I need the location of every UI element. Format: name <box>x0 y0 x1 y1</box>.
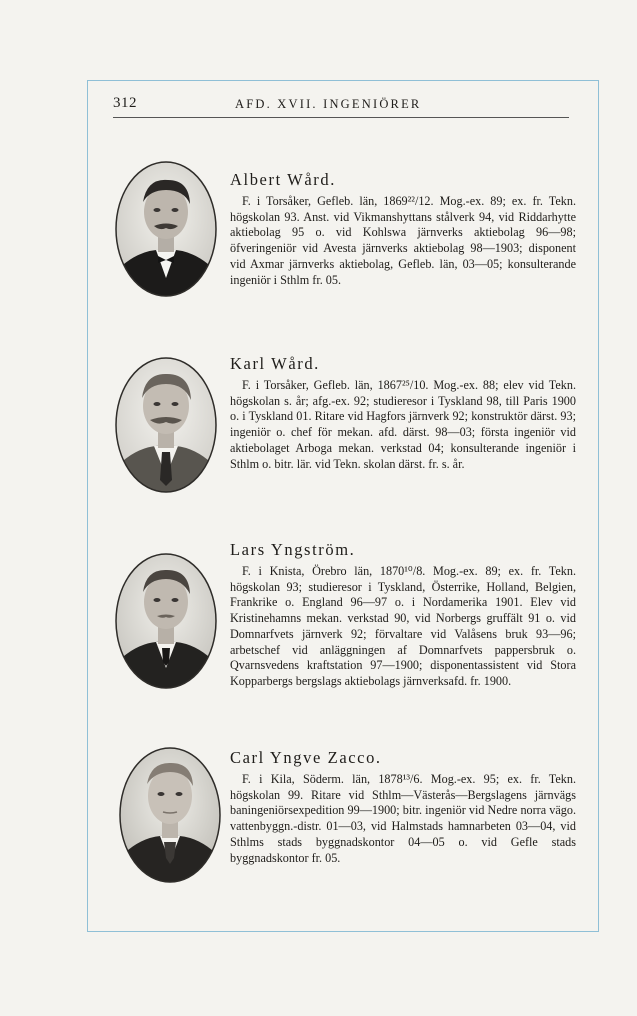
portrait-lars-yngstrom <box>114 552 218 690</box>
person-biography: F. i Torsåker, Gefleb. län, 1867²⁵/10. Mog.-ex. 88; elev vid Tekn. högskolan s. år; afg.-ex. 92; studieresor i Tyskland 98, till Paris 1900 o. i Tyskland 01. Ritare vid Hagfors järnverk 92; konstruktör därst. 93; ingeniör o. chef för mekan. afd. därst. 98—03; första ingeniör vid aktiebolaget Arboga mekan. verkstad 04; konsulterande ingeniör i Sthlm o. bitr. lär. vid Tekn. skolan därst. fr. s. år. <box>230 378 576 471</box>
person-name: Carl Yngve Zacco. <box>230 748 382 767</box>
portrait-photo-icon <box>114 160 218 298</box>
person-biography: F. i Torsåker, Gefleb. län, 1869²²/12. Mog.-ex. 89; ex. fr. Tekn. högskolan 93. Anst. vid Vikmanshyttans stålverk 94, vid Riddarhytte aktiebolag 95 o. vid Kohlswa järnverks aktiebolag 96—98; öfveringeniör vid Avesta järnverks aktiebolag 98—1903; disponent vid Axmar järnverks aktiebolag, Gefleb. län, 03—05; konsulterande ingeniör i Sthlm fr. 05. <box>230 194 576 287</box>
entry-text <box>230 170 576 288</box>
portrait-photo-icon <box>118 746 222 884</box>
portrait-photo-icon <box>114 552 218 690</box>
person-biography: F. i Kila, Söderm. län, 1878¹³/6. Mog.-ex. 95; ex. fr. Tekn. högskolan 99. Ritare vid Sthlm—Västerås—Bergslagens järnvägs baningeniörsexpedition 99—1900; bitr. ingeniör vid Nedre norra vägo. vattenbyggn.-distr. 01—03, vid Halmstads hamnarbeten 03—04, vid Sthlms stads byggnadskontor 04—05 o. vid Gefle stads byggnadskontor fr. 05. <box>230 772 576 865</box>
entry-text <box>230 540 576 690</box>
portrait-albert-ward <box>114 160 218 298</box>
person-biography: F. i Knista, Örebro län, 1870¹⁰/8. Mog.-ex. 89; ex. fr. Tekn. högskolan 93; studieresor i Tyskland, Österrike, Holland, Belgien, Frankrike o. England 96—97 o. i Nordamerika 1901. Elev vid Kristinehamns mekan. verkstad 90, vid Norbergs gruffält 91 o. vid Domnarfvets järnverk 92; förvaltare vid Valåsens bruk 93—96; arbetschef vid anläggningen af Domnarfvets pappersbruk o. Qvarnsvedens kraftstation 97—1900; disponentassistent vid Stora Kopparbergs bergslags aktiebolags järnverksafd. fr. 1900. <box>230 564 576 688</box>
portrait-carl-yngve-zacco <box>118 746 222 884</box>
person-name: Lars Yngström. <box>230 540 356 559</box>
page-header <box>113 95 569 118</box>
person-name: Albert Wård. <box>230 170 336 189</box>
entry-text <box>230 748 576 866</box>
portrait-karl-ward <box>114 356 218 494</box>
running-head: AFD. XVII. INGENIÖRER <box>235 97 422 111</box>
portrait-photo-icon <box>114 356 218 494</box>
page-number: 312 <box>113 95 137 111</box>
entry-text <box>230 354 576 472</box>
person-name: Karl Wård. <box>230 354 320 373</box>
